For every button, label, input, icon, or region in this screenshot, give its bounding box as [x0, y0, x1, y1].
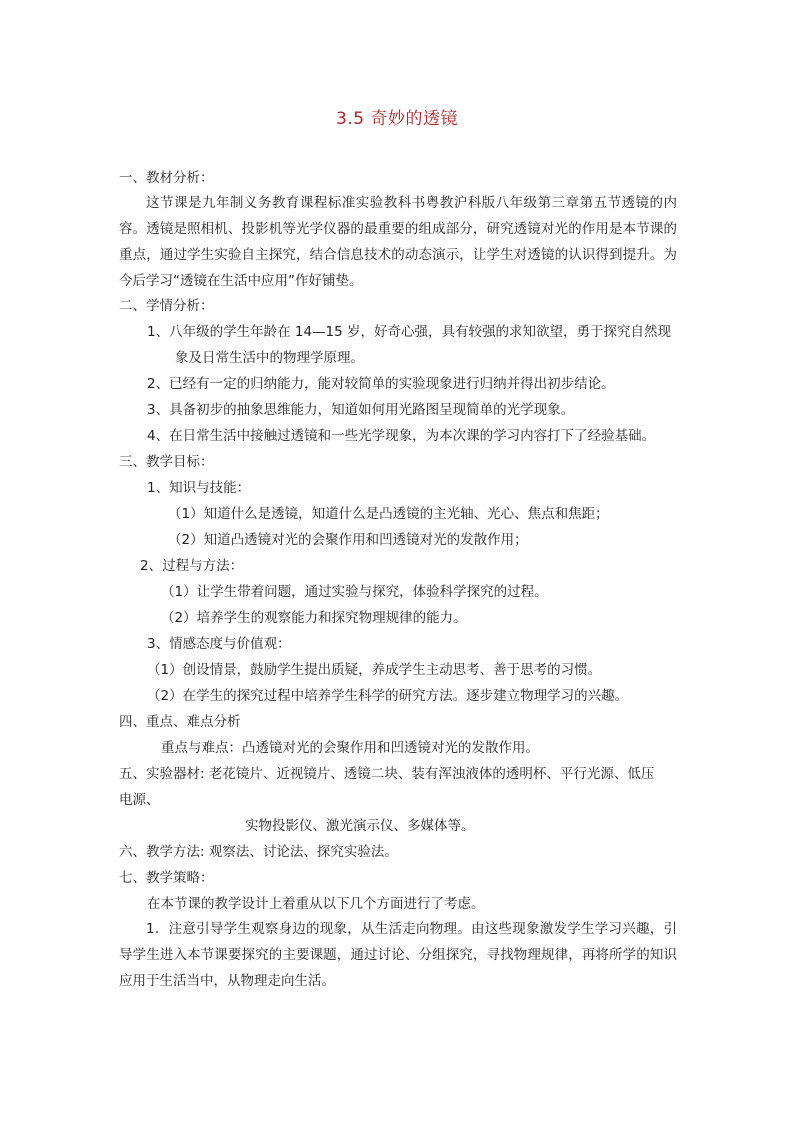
textbook-analysis-paragraph: 这节课是九年制义务教育课程标准实验教科书粤教沪科版八年级第三章第五节透镜的内容。透镜是照相机、投影机等光学仪器的最重要的组成部分，研究透镜对光的作用是本节课的重点，通过学生实验自主探究，结合信息技术的动态演示，让学生对透镜的认识得到提升。为今后学习“透镜在生活中应用”作好铺垫。	[119, 195, 677, 289]
equipment-line-2: 电源、	[119, 792, 160, 808]
section-heading-equipment: 五、实验器材: 老花镜片、近视镜片、透镜二块、装有浑浊液体的透明杯、平行光源、低压	[119, 766, 655, 782]
student-analysis-item-3: 3、具备初步的抽象思维能力，知道如何用光路图呈现简单的光学现象。	[147, 402, 575, 418]
goal-process-methods: 2、过程与方法：	[140, 558, 244, 574]
strategy-paragraph-1: 1．注意引导学生观察身边的现象，从生活走向物理。由这些现象激发学生学习兴趣，引导学生进入本节课要探究的主要课题，通过讨论、分组探究，寻找物理规律，再将所学的知识应用于生活当中，从物理走向生活。	[119, 921, 677, 989]
goal-process-item-1: （1）让学生带着问题，通过实验与探究，体验科学探究的过程。	[161, 584, 548, 600]
goal-knowledge-item-2: （2）知道凸透镜对光的会聚作用和凹透镜对光的发散作用；	[168, 532, 528, 548]
section-heading-key-points: 四、重点、难点分析	[119, 714, 241, 730]
goal-process-item-2: （2）培养学生的观察能力和探究物理规律的能力。	[161, 610, 467, 626]
goal-emotion-item-1: （1）创设情景，鼓励学生提出质疑，养成学生主动思考、善于思考的习惯。	[147, 662, 602, 678]
goal-emotion-values: 3、情感态度与价值观：	[147, 636, 291, 652]
goal-emotion-item-2: （2）在学生的探究过程中培养学生科学的研究方法。逐步建立物理学习的兴趣。	[147, 688, 629, 704]
section-heading-teaching-strategy: 七、教学策略：	[119, 870, 214, 886]
student-analysis-item-2: 2、已经有一定的归纳能力，能对较简单的实验现象进行归纳并得出初步结论。	[147, 376, 615, 392]
section-heading-teaching-goals: 三、教学目标：	[119, 454, 214, 470]
goal-knowledge-item-1: （1）知道什么是透镜，知道什么是凸透镜的主光轴、光心、焦点和焦距；	[168, 506, 609, 522]
key-points-line: 重点与难点：凸透镜对光的会聚作用和凹透镜对光的发散作用。	[161, 740, 539, 756]
strategy-intro: 在本节课的教学设计上着重从以下几个方面进行了考虑。	[147, 896, 485, 912]
goal-knowledge-skills: 1、知识与技能：	[147, 480, 251, 496]
section-heading-student-analysis: 二、学情分析：	[119, 298, 214, 314]
section-heading-teaching-methods: 六、教学方法: 观察法、讨论法、探究实验法。	[119, 844, 398, 860]
student-analysis-item-1: 1、八年级的学生年龄在 14—15 岁，好奇心强，具有较强的求知欲望，勇于探究自然现	[147, 324, 672, 340]
student-analysis-item-1-cont: 象及日常生活中的物理学原理。	[175, 350, 364, 366]
page-title: 3.5 奇妙的透镜	[336, 109, 458, 129]
section-heading-textbook-analysis: 一、教材分析：	[119, 170, 214, 186]
equipment-line-3: 实物投影仪、激光演示仪、多媒体等。	[245, 818, 475, 834]
student-analysis-item-4: 4、在日常生活中接触过透镜和一些光学现象，为本次课的学习内容打下了经验基础。	[147, 428, 656, 444]
